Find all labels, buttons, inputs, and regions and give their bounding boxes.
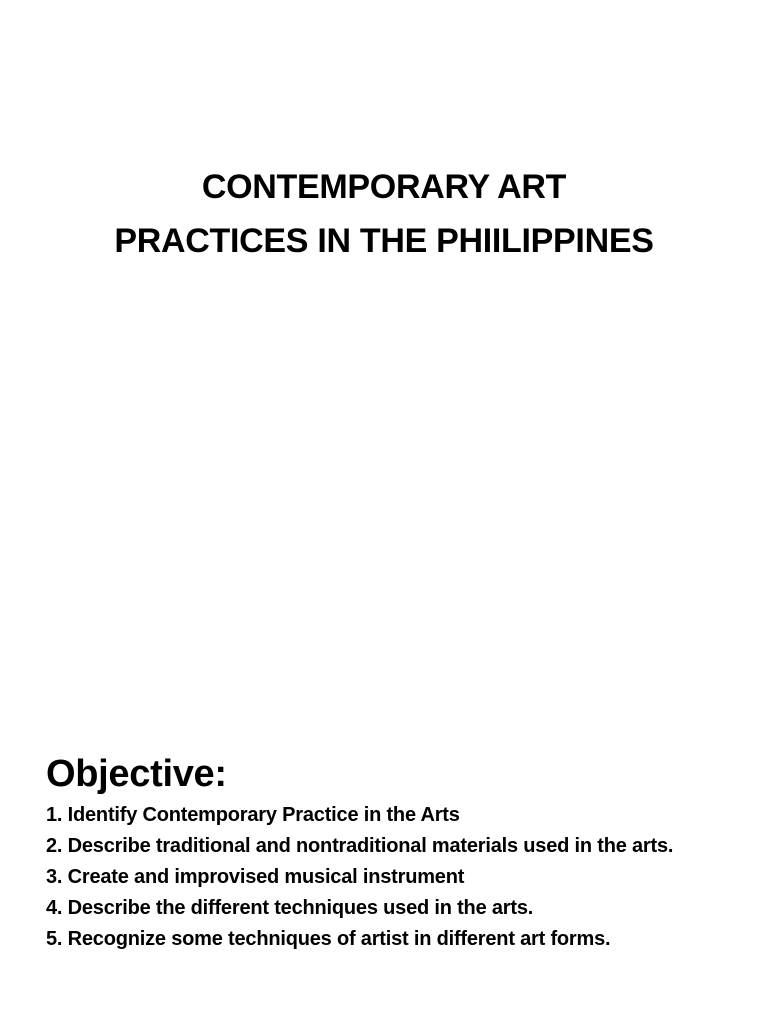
objective-item: 1. Identify Contemporary Practice in the Arts [46,804,460,826]
objective-item: 5. Recognize some techniques of artist in different art forms. [46,928,611,950]
objective-heading: Objective: [46,753,227,795]
title-line-2: PRACTICES IN THE PHIILIPPINES [114,222,654,260]
objective-item: 3. Create and improvised musical instrument [46,866,465,888]
objective-item: 4. Describe the different techniques used in the arts. [46,897,534,919]
title-line-1: CONTEMPORARY ART [201,168,567,206]
page-title [0,160,768,268]
objective-item: 2. Describe traditional and nontraditional materials used in the arts. [46,835,674,857]
objective-list [46,800,736,955]
